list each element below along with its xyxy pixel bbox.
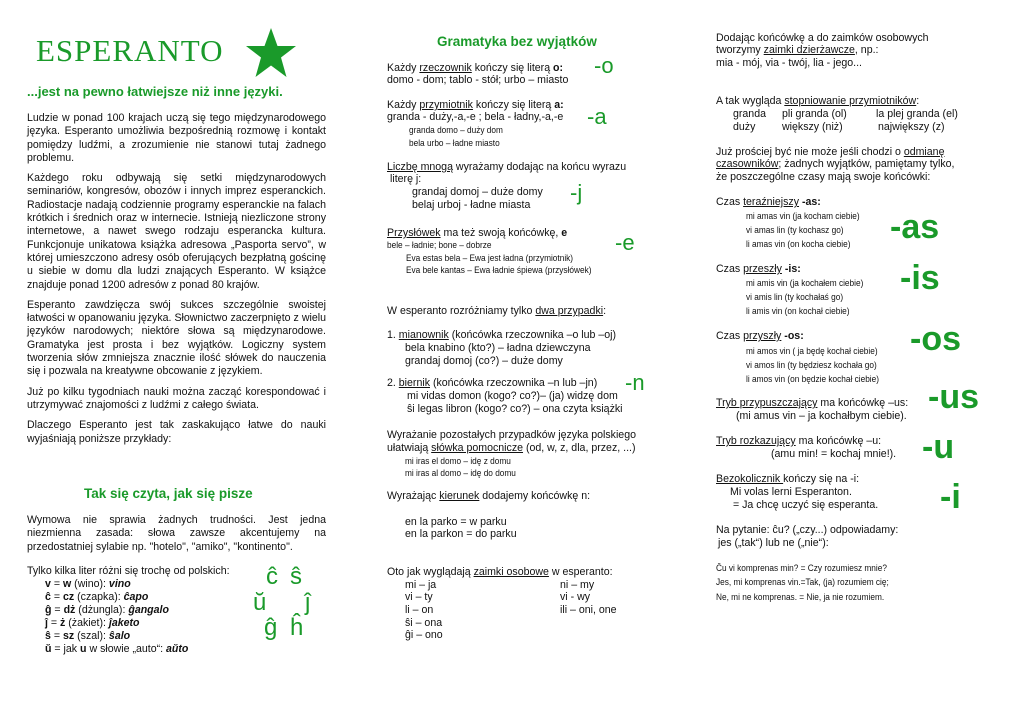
intro-paragraph: Ludzie w ponad 100 krajach uczą się tego międzynarodowego języka. Esperanto umożliwia bezpośrednią rozmowę i kontakt pomiędzy ludźmi, a zrozumienie nie stanowi tutaj żadnego problemu.: [27, 112, 326, 164]
glyph-h: ĥ: [290, 614, 304, 641]
suffix-o: -o: [594, 53, 614, 78]
present-rule: Czas teraźniejszy -as:: [716, 196, 821, 208]
question-rule: Na pytanie: ĉu? („czy...) odpowiadamy:: [716, 524, 899, 536]
plural-example-2: belaj urboj - ładne miasta: [412, 199, 531, 211]
accusative-rule: 2. biernik (końcówka rzeczownika –n lub –jn): [387, 377, 598, 389]
pronoun-item: li – on: [405, 604, 434, 616]
letter-row: ĵ = ż (żakiet): ĵaketo: [45, 617, 140, 629]
grammar-heading: Gramatyka bez wyjątków: [437, 34, 597, 49]
prepositions-rule-2: ułatwiają słówka pomocnicze (od, w, z, dla, przez, ...): [387, 442, 636, 454]
adverb-example: bele – ładnie; bone – dobrze: [387, 240, 492, 250]
suffix-as: -as: [890, 208, 940, 246]
letter-row: ŭ = jak u w słowie „auto“: aŭto: [45, 643, 189, 655]
direction-rule: Wyrażając kierunek dodajemy końcówkę n:: [387, 490, 591, 502]
letter-row: ĉ = cz (czapka): ĉapo: [45, 591, 149, 603]
suffix-os: -os: [910, 320, 961, 358]
imperative-example: (amu min! = kochaj mnie!).: [771, 448, 897, 460]
events-paragraph: Każdego roku odbywają się setki międzynarodowych seminariów, kongresów, obozów i innych imprez esperanckich. Radiostacje nadają codziennie programy esperanckie na falach krótkich i średnich oraz w internecie. Istnieją niezliczone strony internetowe, a nawet swego rodzaju esperancka kultura. Funkcjonuje unikatowa książka adresowa „Pasporta servo”, w której umieszczono adresy osób oferujących bezpłatną gościnę u siebie w domu dla ludzi znających Esperanto. W książce znajduje ponad 1200 adresów z ponad 80 krajów.: [27, 172, 326, 291]
nominative-rule: 1. mianownik (końcówka rzeczownika –o lub –oj): [387, 329, 617, 341]
glyph-s: ŝ: [290, 563, 302, 590]
future-rule: Czas przyszły -os:: [716, 330, 804, 342]
nominative-example: bela knabino (kto?) – ładna dziewczyna: [405, 342, 591, 354]
question-example: Jes, mi komprenas vin.=Tak, (ja) rozumiem cię;: [716, 577, 889, 587]
infinitive-example-2: = Ja chcę uczyć się esperanta.: [733, 499, 879, 511]
future-example: li amos vin (on będzie kochał ciebie): [746, 374, 880, 384]
adverb-rule: Przysłówek ma też swoją końcówkę, e: [387, 227, 568, 239]
comparison-cell: duży: [733, 121, 756, 133]
adjective-example: granda - duży,-a,-e ; bela - ładny,-a,-e: [387, 111, 564, 123]
suffix-u: -u: [922, 428, 955, 466]
glyph-u: ŭ: [253, 589, 267, 616]
suffix-is: -is: [900, 259, 940, 297]
infinitive-example: Mi volas lerni Esperanton.: [730, 486, 852, 498]
question-example: Ĉu vi komprenas min? = Czy rozumiesz mnie?: [716, 563, 887, 573]
present-example: vi amas lin (ty kochasz go): [746, 225, 844, 235]
esperanto-title: ESPERANTO: [36, 33, 224, 68]
verbs-intro-3: że poszczególne czasy mają swoje końcówki:: [716, 171, 931, 183]
conditional-example: (mi amus vin – ja kochałbym ciebie).: [736, 410, 907, 422]
cases-intro: W esperanto rozróżniamy tylko dwa przypadki:: [387, 305, 607, 317]
pronoun-item: ŝi – ona: [405, 617, 443, 629]
past-example: li amis vin (on kochał ciebie): [746, 306, 850, 316]
adjective-rule: Każdy przymiotnik kończy się literą a:: [387, 99, 564, 111]
green-star-icon: [244, 27, 298, 79]
why-paragraph: Dlaczego Esperanto jest tak zaskakująco łatwe do nauki wyjaśniają poniższe przykłady:: [27, 419, 326, 445]
letter-row: ŝ = sz (szal): ŝalo: [45, 630, 131, 642]
comparison-intro: A tak wygląda stopniowanie przymiotników:: [716, 95, 920, 107]
direction-example: en la parko = w parku: [405, 516, 507, 528]
infinitive-rule: Bezokolicznik kończy się na -i:: [716, 473, 860, 485]
suffix-a: -a: [587, 104, 607, 129]
pronoun-item: ili – oni, one: [560, 604, 617, 616]
pronoun-item: mi – ja: [405, 579, 437, 591]
pronoun-item: ĝi – ono: [405, 629, 443, 641]
suffix-j: -j: [570, 180, 583, 205]
noun-rule: Każdy rzeczownik kończy się literą o:: [387, 62, 564, 74]
prepositions-example: mi iras el domo – idę z domu: [405, 456, 511, 466]
letter-row: v = w (wino): vino: [45, 578, 131, 590]
comparison-cell: pli granda (ol): [782, 108, 847, 120]
question-example: Ne, mi ne komprenas. = Nie, ja nie rozumiem.: [716, 592, 885, 602]
prepositions-example-2: mi iras al domo – idę do domu: [405, 468, 516, 478]
suffix-us: -us: [928, 378, 979, 416]
success-paragraph: Esperanto zawdzięcza swój sukces szczególnie swoistej łatwości w opanowaniu języka. Słownictwo zaczerpnięto z wielu języków narodowych; niektóre słowa są międzynarodowe. Gramatyka jest prosta i bez wyjątków. Logiczny system tworzenia słów zmniejsza znacznie ilość słówek do nauczenia się i pozwala na kreatywne obcowanie z językiem.: [27, 298, 326, 378]
future-example: vi amos lin (ty będziesz kochała go): [746, 360, 877, 370]
comparison-cell: większy (niż): [782, 121, 843, 133]
present-example: mi amas vin (ja kocham ciebie): [746, 211, 860, 221]
past-example: vi amis lin (ty kochałaś go): [746, 292, 844, 302]
prepositions-rule: Wyrażanie pozostałych przypadków języka polskiego: [387, 429, 636, 441]
accusative-example: mi vidas domon (kogo? co?)– (ja) widzę dom: [407, 390, 618, 402]
possessive-rule-2: tworzymy zaimki dzierżawcze, np.:: [716, 44, 879, 56]
present-example: li amas vin (on kocha ciebie): [746, 239, 851, 249]
pronoun-item: vi – ty: [405, 591, 433, 603]
adverb-example-3: Eva bele kantas – Ewa ładnie śpiewa (przysłówek): [406, 265, 592, 275]
possessive-rule: Dodając końcówkę a do zaimków osobowych: [716, 32, 929, 44]
comparison-cell: największy (z): [878, 121, 945, 133]
plural-example: grandaj domoj – duże domy: [412, 186, 543, 198]
question-rule-2: jes („tak“) lub ne („nie“):: [718, 537, 829, 549]
letter-row: ĝ = dż (dżungla): ĝangalo: [45, 604, 169, 616]
plural-rule-2: literę j:: [390, 173, 422, 185]
plural-rule: Liczbę mnogą wyrażamy dodając na końcu wyrazu: [387, 161, 627, 173]
correspond-paragraph: Już po kilku tygodniach nauki można zacząć korespondować i utrzymywać znajomości z ludźmi z całego świata.: [27, 385, 326, 411]
comparison-cell: granda: [733, 108, 766, 120]
pronoun-item: ni – my: [560, 579, 595, 591]
letters-intro: Tylko kilka liter różni się trochę od polskich:: [27, 564, 230, 577]
pronunciation-paragraph: Wymowa nie sprawia żadnych trudności. Jest jedna niezmienna zasada: słowa zawsze akcentujemy na przedostatniej sylabie np. "hotelo", "amiko", "kontinento".: [27, 514, 326, 553]
direction-example-2: en la parkon = do parku: [405, 528, 517, 540]
accusative-example-2: ŝi legas libron (kogo? co?) – ona czyta książki: [407, 403, 623, 415]
past-example: mi amis vin (ja kochałem ciebie): [746, 278, 864, 288]
glyph-g: ĝ: [264, 614, 278, 641]
conditional-rule: Tryb przypuszczający ma końcówkę –us:: [716, 397, 909, 409]
pronoun-item: vi - wy: [560, 591, 591, 603]
noun-example: domo - dom; tablo - stół; urbo – miasto: [387, 74, 569, 86]
suffix-n: -n: [625, 370, 645, 395]
glyph-j: ĵ: [305, 589, 311, 616]
adverb-example-2: Eva estas bela – Ewa jest ładna (przymiotnik): [406, 253, 574, 263]
nominative-example-2: grandaj domoj (co?) – duże domy: [405, 355, 563, 367]
pronouns-intro: Oto jak wyglądają zaimki osobowe w esperanto:: [387, 566, 613, 578]
verbs-intro: Już prościej być nie może jeśli chodzi o odmianę: [716, 146, 945, 158]
suffix-i: -i: [940, 478, 961, 516]
comparison-cell: la plej granda (el): [876, 108, 958, 120]
verbs-intro-2: czasowników; żadnych wyjątków, pamiętamy tylko,: [716, 158, 955, 170]
imperative-rule: Tryb rozkazujący ma końcówkę –u:: [716, 435, 882, 447]
adjective-example-3: bela urbo – ładne miasto: [409, 138, 500, 148]
adjective-example-2: granda domo – duży dom: [409, 125, 503, 135]
reading-heading: Tak się czyta, jak się pisze: [84, 486, 253, 501]
future-example: mi amos vin ( ja będę kochał ciebie): [746, 346, 878, 356]
subtitle: ...jest na pewno łatwiejsze niż inne języki.: [27, 84, 283, 99]
suffix-e: -e: [615, 230, 635, 255]
past-rule: Czas przeszły -is:: [716, 263, 801, 275]
glyph-c: ĉ: [266, 563, 278, 590]
possessive-example: mia - mój, via - twój, lia - jego...: [716, 57, 862, 69]
